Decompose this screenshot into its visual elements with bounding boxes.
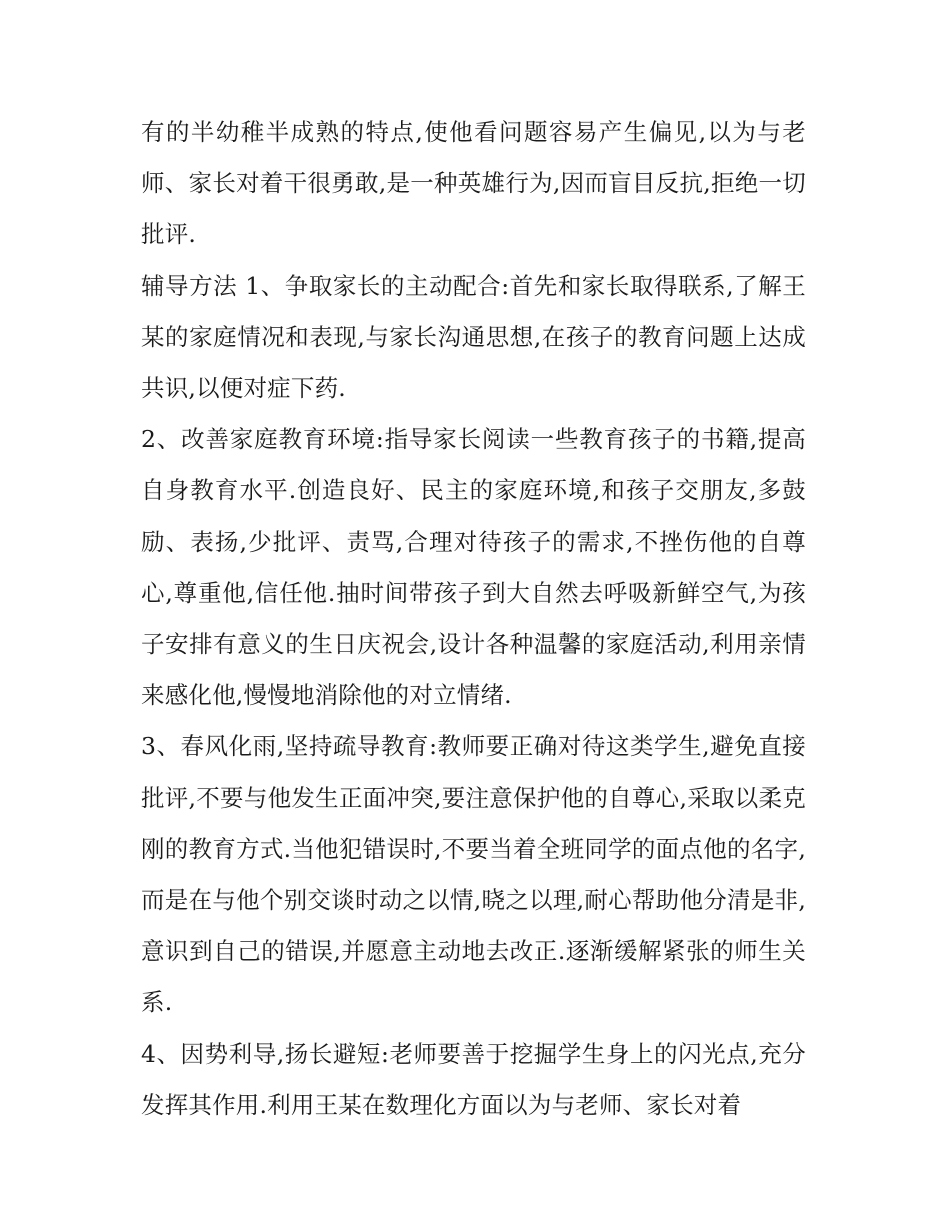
paragraph-intro-continuation: 有的半幼稚半成熟的特点,使他看问题容易产生偏见,以为与老师、家长对着干很勇敢,是一种英雄行为,因而盲目反抗,拒绝一切批评. <box>141 118 806 249</box>
paragraph-method-2: 2、改善家庭教育环境:指导家长阅读一些教育孩子的书籍,提高自身教育水平.创造良好、民主的家庭环境,和孩子交朋友,多鼓励、表扬,少批评、责骂,合理对待孩子的需求,不挫伤他的自尊心,尊重他,信任他.抽时间带孩子到大自然去呼吸新鲜空气,为孩子安排有意义的生日庆祝会,设计各种温馨的家庭活动,利用亲情来感化他,慢慢地消除他的对立情绪. <box>141 425 806 710</box>
paragraph-method-1: 辅导方法 1、争取家长的主动配合:首先和家长取得联系,了解王某的家庭情况和表现,与家长沟通思想,在孩子的教育问题上达成共识,以便对症下药. <box>141 271 806 403</box>
paragraph-method-3: 3、春风化雨,坚持疏导教育:教师要正确对待这类学生,避免直接批评,不要与他发生正面冲突,要注意保护他的自尊心,采取以柔克刚的教育方式.当他犯错误时,不要当着全班同学的面点他的名字,而是在与他个别交谈时动之以情,晓之以理,耐心帮助他分清是非,意识到自己的错误,并愿意主动地去改正.逐渐缓解紧张的师生关系. <box>141 732 806 1017</box>
paragraph-method-4: 4、因势利导,扬长避短:老师要善于挖掘学生身上的闪光点,充分发挥其作用.利用王某在数理化方面以为与老师、家长对着 <box>141 1039 806 1119</box>
document-body <box>141 107 806 1131</box>
